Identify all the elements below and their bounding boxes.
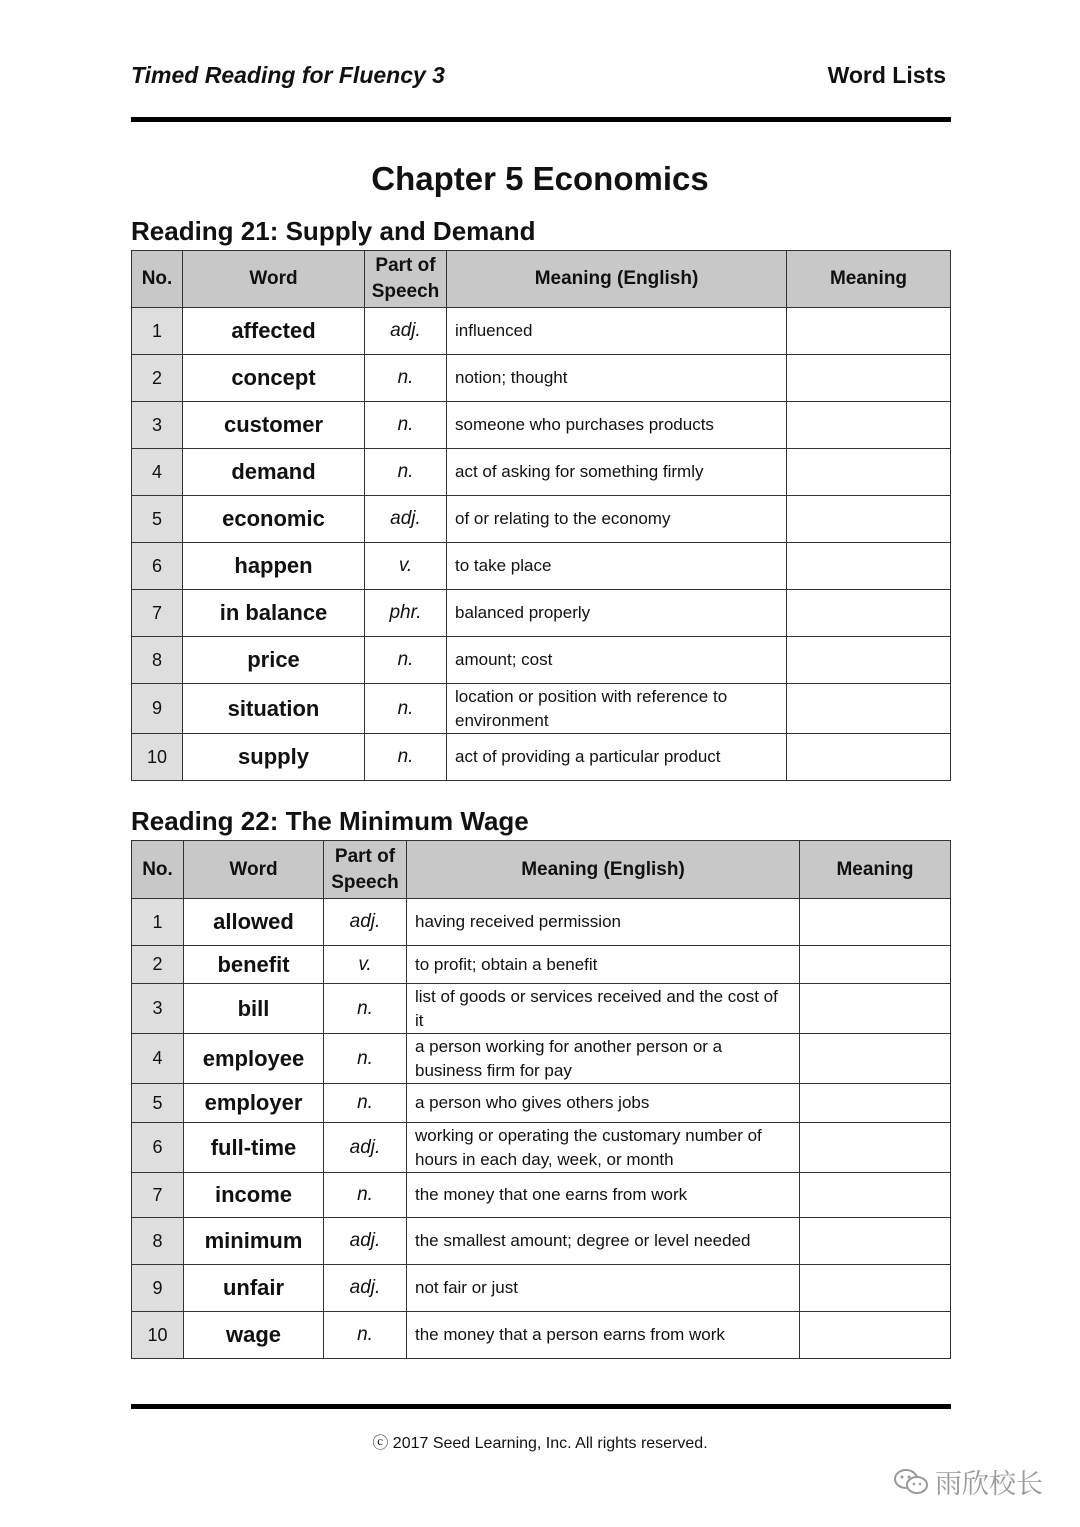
part-of-speech: n.: [365, 734, 447, 781]
meaning-blank: [787, 637, 951, 684]
part-of-speech: n.: [324, 984, 407, 1034]
vocab-word: affected: [183, 308, 365, 355]
row-number: 8: [132, 637, 183, 684]
meaning-english: notion; thought: [447, 355, 787, 402]
meaning-english: balanced properly: [447, 590, 787, 637]
table-row: [132, 496, 951, 543]
col-header-no: No.: [132, 251, 183, 308]
part-of-speech: n.: [324, 1312, 407, 1359]
table-row: [132, 946, 951, 984]
meaning-english: list of goods or services received and the cost of it: [407, 984, 800, 1034]
part-of-speech: n.: [324, 1084, 407, 1123]
part-of-speech: n.: [365, 355, 447, 402]
meaning-english: location or position with reference to environment: [447, 684, 787, 734]
vocab-word: full-time: [184, 1123, 324, 1173]
part-of-speech: adj.: [324, 1123, 407, 1173]
table-row: [132, 684, 951, 734]
part-of-speech: adj.: [324, 1218, 407, 1265]
meaning-blank: [787, 590, 951, 637]
col-header-word: Word: [183, 251, 365, 308]
table-row: [132, 308, 951, 355]
table-row: [132, 899, 951, 946]
table-row: [132, 1312, 951, 1359]
row-number: 3: [132, 984, 184, 1034]
part-of-speech: adj.: [324, 1265, 407, 1312]
meaning-english: the money that one earns from work: [407, 1173, 800, 1218]
watermark: [893, 1462, 1043, 1501]
row-number: 3: [132, 402, 183, 449]
watermark-text: 雨欣校长: [935, 1469, 1043, 1499]
reading-22-table: [131, 840, 951, 1359]
part-of-speech: n.: [365, 684, 447, 734]
part-of-speech: adj.: [324, 899, 407, 946]
meaning-blank: [800, 1173, 951, 1218]
row-number: 7: [132, 590, 183, 637]
reading-22-rows: [132, 899, 951, 1359]
meaning-blank: [787, 355, 951, 402]
meaning-english: act of providing a particular product: [447, 734, 787, 781]
reading-21-table: [131, 250, 951, 781]
meaning-english: act of asking for something firmly: [447, 449, 787, 496]
row-number: 10: [132, 734, 183, 781]
meaning-blank: [800, 984, 951, 1034]
vocab-word: unfair: [184, 1265, 324, 1312]
part-of-speech: n.: [365, 402, 447, 449]
row-number: 7: [132, 1173, 184, 1218]
col-header-meaning: Meaning: [800, 841, 951, 899]
row-number: 1: [132, 308, 183, 355]
part-of-speech: n.: [324, 1173, 407, 1218]
meaning-english: the money that a person earns from work: [407, 1312, 800, 1359]
reading-21-title: Reading 21: Supply and Demand: [131, 216, 536, 246]
vocab-word: benefit: [184, 946, 324, 984]
meaning-blank: [800, 1084, 951, 1123]
vocab-word: customer: [183, 402, 365, 449]
table-row: [132, 637, 951, 684]
bottom-divider: [131, 1404, 951, 1409]
meaning-english: a person working for another person or a business firm for pay: [407, 1034, 800, 1084]
table-header-row: [132, 841, 951, 899]
vocab-word: wage: [184, 1312, 324, 1359]
row-number: 10: [132, 1312, 184, 1359]
col-header-meaning-english: Meaning (English): [447, 251, 787, 308]
meaning-blank: [800, 1265, 951, 1312]
meaning-blank: [800, 1034, 951, 1084]
reading-22-title: Reading 22: The Minimum Wage: [131, 806, 529, 836]
meaning-english: a person who gives others jobs: [407, 1084, 800, 1123]
top-divider: [131, 117, 951, 122]
row-number: 6: [132, 1123, 184, 1173]
part-of-speech: n.: [324, 1034, 407, 1084]
part-of-speech: n.: [365, 449, 447, 496]
row-number: 6: [132, 543, 183, 590]
table-row: [132, 355, 951, 402]
meaning-english: having received permission: [407, 899, 800, 946]
meaning-blank: [787, 449, 951, 496]
table-row: [132, 734, 951, 781]
table-row: [132, 449, 951, 496]
book-title: Timed Reading for Fluency 3: [131, 62, 445, 88]
vocab-word: employer: [184, 1084, 324, 1123]
vocab-word: allowed: [184, 899, 324, 946]
table-row: [132, 1173, 951, 1218]
meaning-english: working or operating the customary number of hours in each day, week, or month: [407, 1123, 800, 1173]
row-number: 2: [132, 946, 184, 984]
part-of-speech: v.: [365, 543, 447, 590]
table-row: [132, 543, 951, 590]
table-row: [132, 1218, 951, 1265]
vocab-word: bill: [184, 984, 324, 1034]
table-row: [132, 1084, 951, 1123]
part-of-speech: adj.: [365, 496, 447, 543]
row-number: 9: [132, 684, 183, 734]
part-of-speech: adj.: [365, 308, 447, 355]
meaning-english: not fair or just: [407, 1265, 800, 1312]
vocab-word: concept: [183, 355, 365, 402]
row-number: 4: [132, 1034, 184, 1084]
vocab-word: happen: [183, 543, 365, 590]
meaning-blank: [787, 543, 951, 590]
table-row: [132, 1265, 951, 1312]
meaning-english: amount; cost: [447, 637, 787, 684]
chapter-title: Chapter 5 Economics: [371, 160, 709, 197]
reading-21-rows: [132, 308, 951, 781]
part-of-speech: n.: [365, 637, 447, 684]
meaning-blank: [787, 734, 951, 781]
meaning-english: influenced: [447, 308, 787, 355]
col-header-meaning: Meaning: [787, 251, 951, 308]
meaning-blank: [800, 1218, 951, 1265]
table-row: [132, 984, 951, 1034]
meaning-english: to profit; obtain a benefit: [407, 946, 800, 984]
part-of-speech: phr.: [365, 590, 447, 637]
vocab-word: minimum: [184, 1218, 324, 1265]
row-number: 1: [132, 899, 184, 946]
vocab-word: supply: [183, 734, 365, 781]
col-header-no: No.: [132, 841, 184, 899]
vocab-word: employee: [184, 1034, 324, 1084]
vocab-word: economic: [183, 496, 365, 543]
meaning-english: to take place: [447, 543, 787, 590]
table-row: [132, 1123, 951, 1173]
part-of-speech: v.: [324, 946, 407, 984]
meaning-english: someone who purchases products: [447, 402, 787, 449]
chat-bubble-icon: [893, 1468, 929, 1496]
col-header-pos: Part of Speech: [365, 251, 447, 308]
table-row: [132, 1034, 951, 1084]
col-header-pos: Part of Speech: [324, 841, 407, 899]
table-row: [132, 590, 951, 637]
meaning-blank: [787, 496, 951, 543]
meaning-english: the smallest amount; degree or level needed: [407, 1218, 800, 1265]
meaning-blank: [800, 899, 951, 946]
meaning-english: of or relating to the economy: [447, 496, 787, 543]
col-header-meaning-english: Meaning (English): [407, 841, 800, 899]
row-number: 5: [132, 496, 183, 543]
section-label: Word Lists: [827, 62, 946, 88]
meaning-blank: [800, 946, 951, 984]
meaning-blank: [787, 684, 951, 734]
meaning-blank: [787, 402, 951, 449]
row-number: 9: [132, 1265, 184, 1312]
row-number: 2: [132, 355, 183, 402]
vocab-word: demand: [183, 449, 365, 496]
vocab-word: income: [184, 1173, 324, 1218]
meaning-blank: [787, 308, 951, 355]
meaning-blank: [800, 1312, 951, 1359]
copyright-footer: ⓒ 2017 Seed Learning, Inc. All rights reserved.: [372, 1435, 708, 1452]
row-number: 8: [132, 1218, 184, 1265]
table-header-row: [132, 251, 951, 308]
col-header-word: Word: [184, 841, 324, 899]
table-row: [132, 402, 951, 449]
vocab-word: price: [183, 637, 365, 684]
meaning-blank: [800, 1123, 951, 1173]
row-number: 4: [132, 449, 183, 496]
row-number: 5: [132, 1084, 184, 1123]
vocab-word: in balance: [183, 590, 365, 637]
vocab-word: situation: [183, 684, 365, 734]
